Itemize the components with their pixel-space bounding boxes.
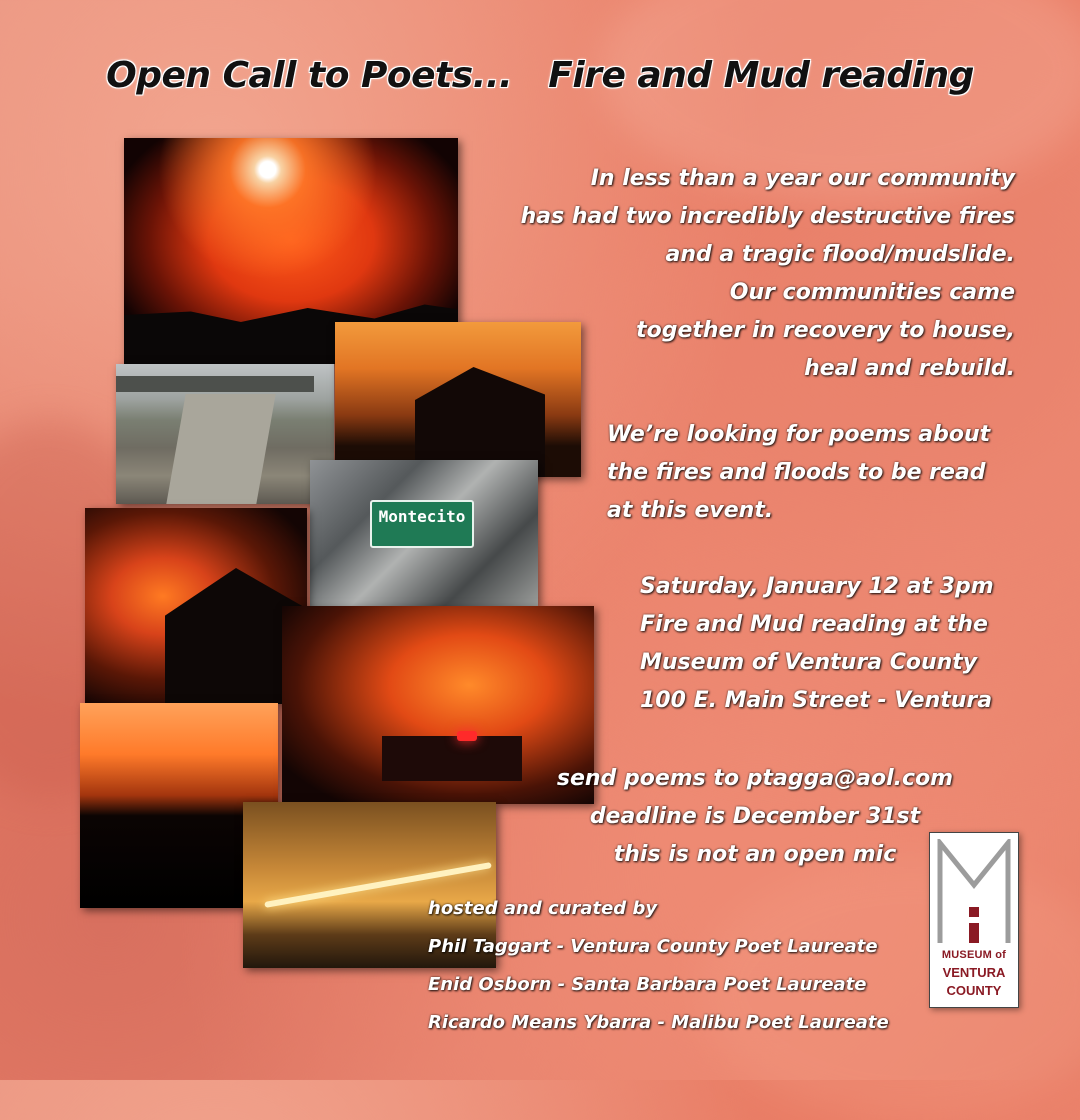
intro-line: together in recovery to house,	[636, 318, 1015, 343]
page-title: Open Call to Poets... Fire and Mud reading	[106, 55, 974, 96]
submission-info	[520, 760, 990, 874]
host-line: Phil Taggart - Ventura County Poet Laureate	[428, 936, 878, 957]
intro-line: In less than a year our community	[590, 166, 1015, 191]
intro-line: Our communities came	[729, 280, 1015, 305]
event-details	[640, 568, 1040, 720]
hosts-list	[428, 890, 948, 1042]
photo-flooded-freeway	[116, 364, 334, 504]
event-line: Museum of Ventura County	[640, 650, 978, 675]
event-line: Saturday, January 12 at 3pm	[640, 574, 994, 599]
logo-line-3: COUNTY	[946, 983, 1002, 998]
intro-line: has had two incredibly destructive fires	[520, 204, 1015, 229]
intro-paragraph	[470, 160, 1015, 388]
hosts-heading: hosted and curated by	[428, 898, 658, 919]
photo-montecito-sign	[310, 460, 538, 606]
call-line: at this event.	[607, 498, 774, 523]
museum-logo	[929, 832, 1019, 1008]
logo-line-1: MUSEUM of	[941, 949, 1007, 961]
intro-line: and a tragic flood/mudslide.	[665, 242, 1015, 267]
museum-mark-icon	[936, 839, 1012, 947]
event-line: Fire and Mud reading at the	[640, 612, 988, 637]
photo-burning-house	[85, 508, 307, 704]
host-line: Enid Osborn - Santa Barbara Poet Laureate	[428, 974, 867, 995]
deadline-line: deadline is December 31st	[589, 804, 921, 829]
montecito-sign: Montecito	[370, 500, 474, 548]
call-line: We’re looking for poems about	[607, 422, 991, 447]
submit-email-line: send poems to ptagga@aol.com	[556, 766, 954, 791]
not-open-mic-line: this is not an open mic	[613, 842, 897, 867]
logo-line-2: VENTURA	[942, 965, 1006, 980]
intro-line: heal and rebuild.	[804, 356, 1015, 381]
call-line: the fires and floods to be read	[607, 460, 986, 485]
call-paragraph	[607, 416, 1037, 530]
host-line: Ricardo Means Ybarra - Malibu Poet Laureate	[428, 1012, 889, 1033]
event-line: 100 E. Main Street - Ventura	[640, 688, 993, 713]
